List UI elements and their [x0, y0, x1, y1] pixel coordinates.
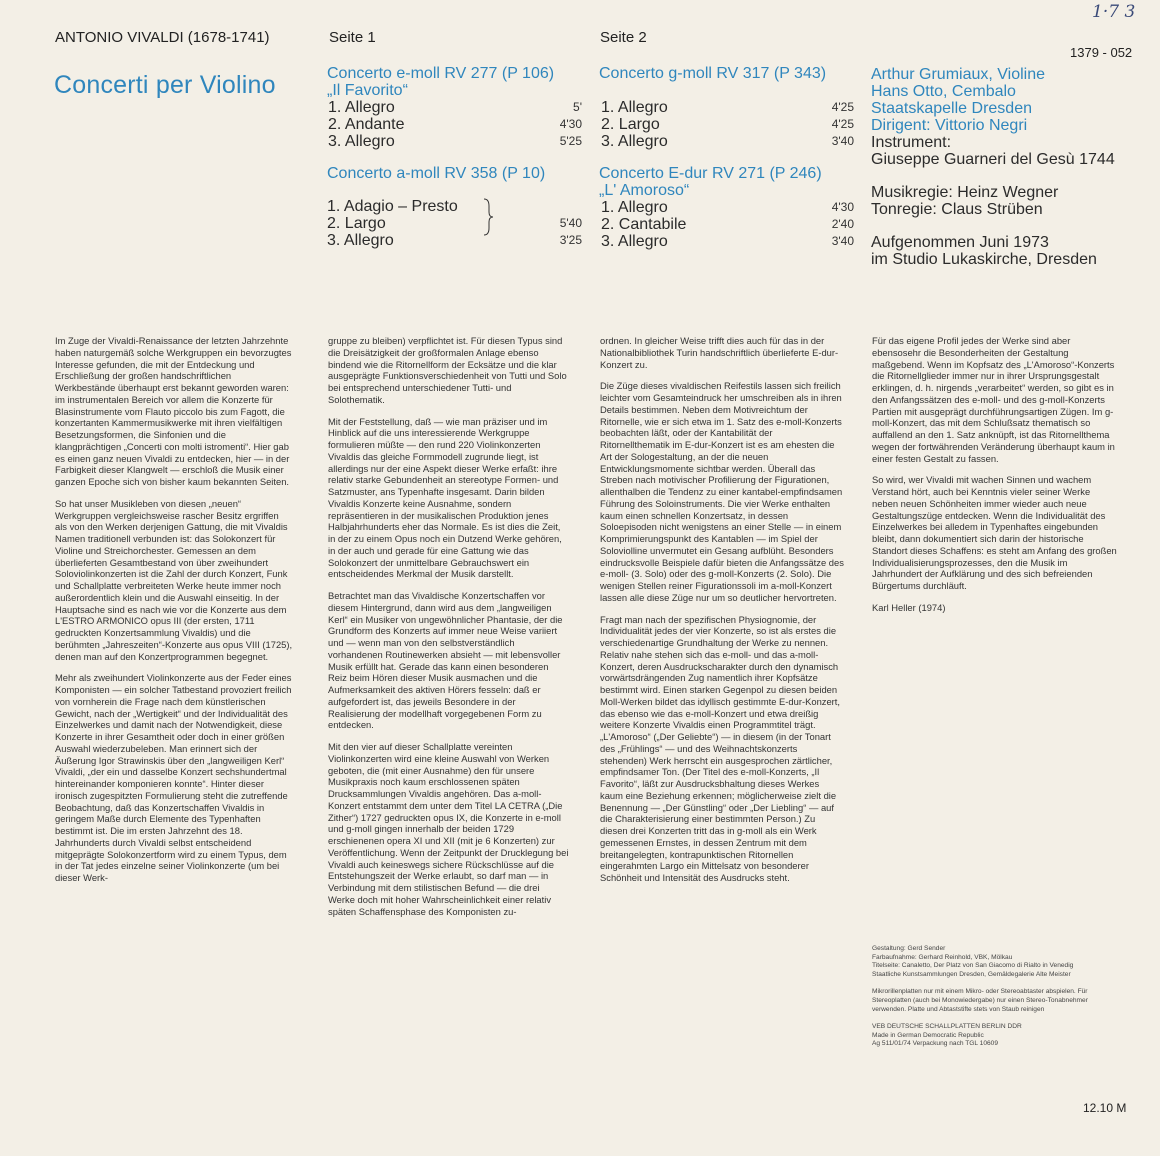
credit-line: Made in German Democratic Republic	[872, 1031, 984, 1039]
essay-paragraph: Im Zuge der Vivaldi-Renaissance der letzten Jahrzehnte haben naturgemäß solche Werkgruppen ein bevorzugtes Interesse gefunden, die mit der Entdeckung und Erschließung der großen handschriftlichen Werkbestände überhaupt erst bekannt geworden waren: im instrumentalen Bereich vor allem die Konzerte für Blasinstrumente vom Flauto piccolo bis zum Fagott, die konzertanten Kammermusikwerke mit ihren vielfältigen Besetzungsformen, die Sinfonien und die klangprächtigen „Concerti con molti istromenti“. Hier gab es einen ganz neuen Vivaldi zu entdecken, hier — in der Farbigkeit dieser Klangwelt — erschloß die Musik einer ganzen Epoche sich von bisher kaum bekannten Seiten.	[55, 335, 292, 487]
movement: 1. Allegro	[601, 199, 668, 216]
side2-heading: Seite 2	[600, 29, 647, 46]
movement: 2. Andante	[328, 116, 405, 133]
credit-line: Titelseite: Canaletto, Der Platz von San Giacomo di Rialto in Venedig	[872, 962, 1074, 970]
essay-paragraph: Die Züge dieses vivaldischen Reifestils lassen sich freilich leichter vom Gesamteindruck her umschreiben als in ihren Details bestimmen. Neben dem Motivreichtum der Ritornelle, wie er sich etwa im 1. Satz des e-moll-Konzerts beobachten läßt, oder der Kantabilität der Ritornellthematik im E-dur-Konzert ist es am ehesten die Art der Sologestaltung, an der die neuen Entwicklungsmomente sichtbar werden. Überall das Streben nach motivischer Profilierung der Figurationen, allenthalben die Tendenz zu einer kantabel-empfindsamen Führung des Soloinstruments. Die vier Werke enthalten kaum einen schnellen Konzertsatz, in dessen Soloepisoden nicht wenigstens an einer Stelle — in einem Komprimierungspunkt des Kantablen — im Spiel der Soloviolline unvermutet ein Gesang aufblüht. Besonders eindrucksvolle Beispiele dafür bieten die Anfangssätze des e-moll- (3. Solo) oder des g-moll-Konzerts (2. Solo). Die wenigen Stellen reiner Figurationssoli im a-moll-Konzert lassen alle diese Züge nur um so deutlicher hervortreten.	[600, 380, 844, 603]
movement-time: 5'	[573, 100, 582, 114]
instrument-label: Instrument:	[871, 134, 952, 151]
essay-column-4	[872, 335, 1117, 624]
essay-paragraph: So wird, wer Vivaldi mit wachen Sinnen und wachem Verstand hört, auch bei Kenntnis vieler seiner Werke neben neuen Schönheiten immer wieder auch neue Gestaltungszüge entdecken. Wenn die Individualität des Einzelwerkes bei alledem in Typenhaftes eingebunden bleibt, dann dokumentiert sich darin der historische Standort dieses Schaffens: es steht am Anfang des großen Individualisierungsprozesses, den die Musik im Jahrhundert der Aufklärung und des sich befreienden Bürgertums durchläuft.	[872, 474, 1117, 591]
production-credits	[872, 945, 1112, 1049]
credit-line: Mikrorillenplatten nur mit einem Mikro- oder Stereoabtaster abspielen. Für Stereoplatten (auch bei Monowiedergabe) nur einen Stereo-Tonabnehmer verwenden. Platte und Abtaststifte stets von Staub reinigen	[872, 988, 1088, 1013]
movement-time: 4'25	[831, 100, 854, 114]
movement: 3. Allegro	[601, 233, 668, 250]
essay-paragraph: Für das eigene Profil jedes der Werke sind aber ebensosehr die Besonderheiten der Gestaltung maßgebend. Wenn im Kopfsatz des „L'Amoroso“-Konzerts die Ritornellglieder immer nur in ihrer Ursprungsgestalt erklingen, d. h. nirgends „verarbeitet“ werden, so gibt es in den Anfangssätzen des e-moll- und des g-moll-Konzerts Partien mit ausgeprägt durchführungsartigen Zügen. Im g-moll-Konzert, das mit dem Schlußsatz thematisch so auffallend an den 1. Satz anknüpft, ist das Ritornellthema wegen der fortwährenden Veränderung überhaupt kaum in einer festen Gestalt zu fassen.	[872, 335, 1115, 464]
price-code: 12.10 M	[1083, 1101, 1127, 1115]
side2-concerto-1	[599, 65, 854, 150]
essay-paragraph: Fragt man nach der spezifischen Physiognomie, der Individualität jedes der vier Konzerte, so ist als erstes die verschiedenartige Grundhaltung der Werke zu nennen. Relativ nahe stehen sich das e-moll- und das a-moll-Konzert, deren Ausdruckscharakter durch den dynamisch vorwärtsdrängenden Zug namentlich ihrer Kopfsätze bestimmt wird. Einen starken Gegenpol zu diesen beiden Moll-Werken bildet das idyllisch gestimmte E-dur-Konzert, das ebenso wie das e-moll-Konzert und etwa dreißig weitere Konzerte Vivaldis einen Programmtitel trägt. „L'Amoroso“ („Der Geliebte“) — in diesem (in der Tonart des „Frühlings“ — und des Weihnachtskonzerts stehenden) Werk herrscht ein ausgesprochen zärtlicher, empfindsamer Ton. (Der Titel des e-moll-Konzerts, „Il Favorito“, läßt zur Ausdrucksbhaltung dieses Werkes kaum eine Beziehung erkennen; möglicherweise zielt die Benennung — „Der Günstling“ oder „Der Liebling“ — auf die Charakterisierung einer bestimmten Person.) Zu diesen drei Konzerten tritt das in g-moll als ein Werk gemessenen Ernstes, in dessen Zentrum mit dem breitangelegten, kontrapunktischen Ritornellen eingerahmten Largo ein Mittelsatz von besonderer Schönheit und Intensität des Ausdrucks steht.	[600, 613, 841, 883]
performer-orchestra: Staatskapelle Dresden	[871, 100, 1032, 117]
handwritten-note: 1·7 3	[1092, 2, 1136, 22]
essay-author: Karl Heller (1974)	[872, 601, 946, 613]
concerto-title: Concerto E-dur RV 271 (P 246)	[599, 165, 822, 182]
concerto-title: Concerto g-moll RV 317 (P 343)	[599, 65, 827, 82]
movement-time: 2'40	[831, 217, 854, 231]
side1-concerto-2	[327, 165, 582, 249]
music-direction: Musikregie: Heinz Wegner	[871, 184, 1059, 201]
concerto-subtitle: „L' Amoroso“	[599, 182, 690, 199]
movement-time: 3'40	[831, 134, 854, 148]
credit-line: Gestaltung: Gerd Sender	[872, 945, 946, 952]
concerto-subtitle: „Il Favorito“	[327, 82, 408, 99]
side1-heading: Seite 1	[329, 29, 376, 46]
essay-paragraph: Betrachtet man das Vivaldische Konzertschaffen vor diesem Hintergrund, dann wird aus dem „langweiligen Kerl“ ein Musiker von ungewöhnlicher Phantasie, der die Grundform des Konzerts auf immer neue Weise variiert und — wenn man von den selbstverständlich vorhandenen Routinewerken absieht — mit lebensvoller Musik erfüllt hat. Gerade das kann einen besonderen Reiz beim Hören dieser Musik ausmachen und die Aufmerksamkeit des aktiven Hörers fesseln: daß er aufgefordert ist, das jeweils Besondere in der Realisierung der modellhaft vorgegebenen Form zu entdecken.	[328, 590, 563, 731]
instrument-name: Giuseppe Guarneri del Gesù 1744	[871, 151, 1115, 168]
movement: 1. Allegro	[601, 99, 668, 116]
brace-icon	[482, 197, 494, 237]
side1-concerto-1	[327, 65, 582, 150]
performer-harpsichord: Hans Otto, Cembalo	[871, 83, 1016, 100]
movement-time: 3'40	[831, 234, 854, 248]
sound-direction: Tonregie: Claus Strüben	[871, 201, 1043, 218]
essay-column-1	[55, 335, 293, 894]
essay-paragraph: ordnen. In gleicher Weise trifft dies auch für das in der Nationalbibliothek Turin handschriftlich überlieferte E-dur-Konzert zu.	[600, 335, 839, 370]
essay-column-3	[600, 335, 844, 894]
movement: 2. Largo	[601, 116, 660, 133]
essay-column-2	[328, 335, 569, 927]
credit-line: Farbaufnahme: Gerhard Reinhold, VBK, Mölkau	[872, 953, 1013, 961]
composer-heading: ANTONIO VIVALDI (1678-1741)	[55, 29, 270, 46]
concerto-title: Concerto a-moll RV 358 (P 10)	[327, 165, 546, 182]
movement: 2. Cantabile	[601, 216, 687, 233]
movement: 3. Allegro	[327, 232, 394, 249]
essay-paragraph: So hat unser Musikleben von diesen „neuen“ Werkgruppen vergleichsweise rascher Besitz ergriffen als von den Werken derjenigen Gattung, die mit Vivaldis Namen traditionell verbunden ist: das Solokonzert für Violine und Streichorchester. Gemessen an dem überlieferten Gesamtbestand von über zweihundert Soloviolinkonzerten ist die Zahl der durch Konzert, Funk und Schallplatte verbreiteten Werke heute immer noch außerordentlich klein und die Auswahl einseitig. In der Hauptsache sind es nach wie vor die Konzerte aus dem L'ESTRO ARMONICO opus III (der ersten, 1711 gedruckten Konzertsammlung Vivaldis) und die berühmten „Jahreszeiten“-Konzerte aus opus VIII (1725), denen man auf den Konzertprogrammen begegnet.	[55, 497, 293, 662]
essay-paragraph: Mit der Feststellung, daß — wie man präziser und im Hinblick auf die uns interessierende Werkgruppe formulieren müßte — den rund 220 Violinkonzerten Vivaldis das gleiche Formmodell zugrunde liegt, ist allerdings nur der eine Aspekt dieser Werke erfaßt: ihre relativ starke Gebundenheit an stereotype Formen- und Satzmuster, ans Typenhafte insgesamt. Darin bilden Vivaldis Konzerte keine Ausnahme, sondern repräsentieren in der musikalischen Produktion jenes Halbjahrhunderts eher das Normale. Es ist dies die Zeit, in der zu einem Opus noch ein Dutzend Werke gehören, in der auch und gerade für eine Gattung wie das Solokonzert der unmittelbare Gebrauchswert ein entscheidendes Merkmal der Musik darstellt.	[328, 415, 562, 580]
performer-credits	[871, 66, 1156, 268]
concerto-title: Concerto e-moll RV 277 (P 106)	[327, 65, 555, 82]
movement: 3. Allegro	[328, 133, 395, 150]
credit-line: Ag 511/01/74 Verpackung nach TGL 10609	[872, 1040, 998, 1048]
movement: 3. Allegro	[601, 133, 668, 150]
essay-paragraph: Mehr als zweihundert Violinkonzerte aus der Feder eines Komponisten — ein solcher Tatbestand provoziert freilich von vornherein die Frage nach dem künstlerischen Gewicht, nach der „Wertigkeit“ und der Individualität des Einzelwerkes und damit nach der Notwendigkeit, diese Konzerte in ihrer Gesamtheit oder doch in einer größen Auswahl wiederzubeleben. Man erinnert sich der Äußerung Igor Strawinskis über den „langweiligen Kerl“ Vivaldi, „der ein und dasselbe Konzert sechshundertmal hintereinander komponieren konnte“. Hinter dieser ironisch zugespitzten Formulierung steht die zutreffende Beobachtung, daß das Konzertschaffen Vivaldis in geringem Maße durch Elemente des Typenhaften bestimmt ist. Die im ersten Jahrzehnt des 18. Jahrhunderts durch Vivaldi selbst entscheidend mitgeprägte Solokonzertform wird zu einem Typus, dem in der Tat jedes einzelne seiner Violinkonzerte (um bei dieser Werk-	[55, 672, 292, 883]
performer-conductor: Dirigent: Vittorio Negri	[871, 117, 1028, 134]
movement: 2. Largo	[327, 215, 386, 232]
catalog-number: 1379 - 052	[1070, 45, 1133, 60]
essay-paragraph: gruppe zu bleiben) verpflichtet ist. Für diesen Typus sind die Dreisätzigkeit der großformalen Anlage ebenso bindend wie die Ritornellform der Ecksätze und die klar ausgeprägte Funktionsverschiedenheit von Tutti und Solo bei entsprechend unterschiedener Tutti- und Solothematik.	[328, 335, 567, 405]
recording-venue: im Studio Lukaskirche, Dresden	[871, 251, 1097, 268]
album-title: Concerti per Violino	[54, 71, 276, 99]
movement: 1. Allegro	[328, 99, 395, 116]
movement-time: 5'25	[559, 134, 582, 148]
movement: 1. Adagio – Presto	[327, 198, 458, 215]
credit-line: Staatliche Kunstsammlungen Dresden, Gemäldegalerie Alte Meister	[872, 970, 1071, 978]
side2-concerto-2	[599, 165, 854, 250]
essay-paragraph: Mit den vier auf dieser Schallplatte vereinten Violinkonzerten wird eine kleine Auswahl von Werken geboten, die (mit einer Ausnahme) den für unsere Musikpraxis noch kaum erschlossenen späten Drucksammlungen Vivaldis angehören. Das a-moll-Konzert entstammt dem unter dem Titel LA CETRA („Die Zither“) 1727 gedruckten opus IX, die Konzerte in e-moll und g-moll gingen innerhalb der beiden 1729 erschienenen opera XI und XII (mit je 6 Konzerten) zur Veröffentlichung. Wenn der Zeitpunkt der Drucklegung bei Vivaldi auch keineswegs sichere Rückschlüsse auf die Entstehungszeit der Werke erlaubt, so darf man — in Verbindung mit dem stilistischen Befund — die drei Werke doch mit hoher Wahrscheinlichkeit einer relativ späten Schaffensphase des Komponisten zu-	[328, 741, 569, 917]
performer-soloist: Arthur Grumiaux, Violine	[871, 66, 1045, 83]
movement-time: 5'40	[559, 216, 582, 230]
movement-time: 3'25	[559, 233, 582, 247]
movement-time: 4'30	[559, 117, 582, 131]
movement-time: 4'30	[831, 200, 854, 214]
movement-time: 4'25	[831, 117, 854, 131]
credit-line: VEB DEUTSCHE SCHALLPLATTEN BERLIN DDR	[872, 1023, 1022, 1031]
recording-date: Aufgenommen Juni 1973	[871, 234, 1049, 251]
